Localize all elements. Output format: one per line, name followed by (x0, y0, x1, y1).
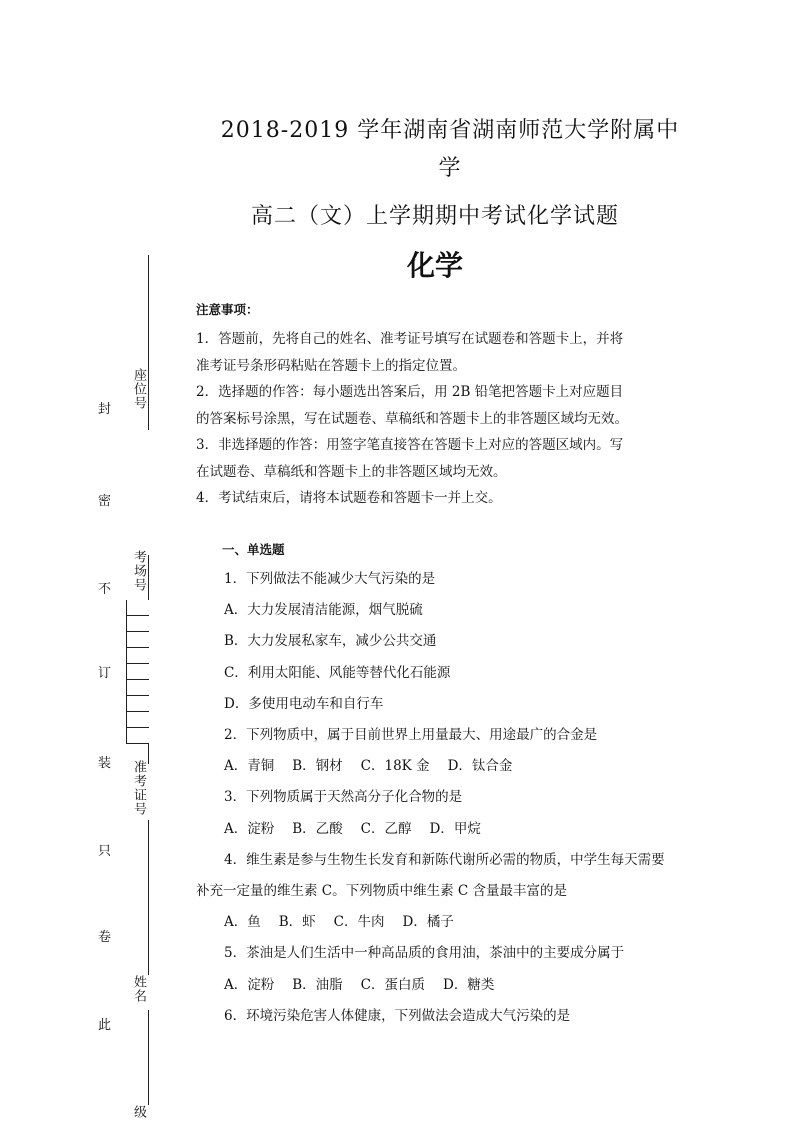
seal-char: 装 (98, 756, 112, 771)
question-list (196, 564, 686, 1032)
option: B．油脂 (292, 976, 343, 993)
option: D．甲烷 (429, 820, 481, 837)
option: A．鱼 (224, 914, 261, 931)
option-row (196, 907, 686, 938)
option-row (196, 814, 686, 845)
admission-number-boxes (126, 600, 149, 744)
section-heading: 一、单选题 (222, 542, 285, 557)
option-row (196, 751, 686, 782)
option: B．大力发展私家车，减少公共交通 (224, 633, 437, 650)
option: B．钢材 (292, 758, 343, 775)
option: A．淀粉 (224, 976, 275, 993)
question-stem: 5．茶油是人们生活中一种高品质的食用油，茶油中的主要成分属于 (224, 945, 625, 962)
seal-char: 不 (98, 582, 112, 597)
notice-line: 3．非选择题的作答：用签字笔直接答在答题卡上对应的答题区域内。写 (196, 437, 624, 453)
notice-line: 4．考试结束后，请将本试题卷和答题卡一并上交。 (196, 490, 502, 506)
option: C．乙醇 (360, 820, 412, 837)
notice-heading: 注意事项： (196, 302, 259, 317)
binding-line (148, 820, 149, 975)
exam-room-label: 考场号 (131, 550, 146, 592)
seal-char: 卷 (98, 930, 112, 945)
question-stem: 6．环境污染危害人体健康，下列做法会造成大气污染的是 (224, 1007, 571, 1024)
option: D．橘子 (402, 914, 454, 931)
option: D．多使用电动车和自行车 (224, 695, 384, 712)
notice-line: 的答案标号涂黑，写在试题卷、草稿纸和答题卡上的非答题区域均无效。 (196, 410, 628, 427)
binding-line (148, 744, 149, 764)
question-stem: 4．维生素是参与生物生长发育和新陈代谢所必需的物质，中学生每天需要 (224, 851, 665, 868)
seal-char: 此 (98, 1018, 112, 1033)
notice-line: 2．选择题的作答：每小题选出答案后，用 2B 铅笔把答题卡上对应题目 (196, 384, 624, 400)
exam-subtitle: 高二（文）上学期期中考试化学试题 (250, 204, 619, 229)
binding-line (148, 255, 149, 430)
seat-number-label: 座位号 (131, 368, 146, 410)
notice-line: 在试题卷、草稿纸和答题卡上的非答题区域均无效。 (196, 463, 507, 480)
option: D．钛合金 (447, 758, 513, 775)
notice-body (196, 326, 678, 512)
question-stem: 2．下列物质中，属于目前世界上用量最大、用途最广的合金是 (224, 727, 598, 744)
exam-title (190, 112, 710, 188)
seal-char: 密 (98, 494, 112, 509)
option: B．乙酸 (292, 820, 343, 837)
option: D．糖类 (443, 976, 495, 993)
seal-char: 封 (98, 402, 112, 417)
option: A．淀粉 (224, 820, 275, 837)
option: C．蛋白质 (360, 976, 426, 993)
title-line: 2018-2019 学年湖南省湖南师范大学附属中 (220, 118, 680, 143)
option: A．青铜 (224, 758, 275, 775)
option: C．利用太阳能、风能等替代化石能源 (224, 664, 451, 681)
option: C．18K 金 (360, 758, 430, 775)
option: B．虾 (278, 914, 316, 931)
class-label: 级 (131, 1105, 146, 1119)
notice-line: 准考证号条形码粘贴在答题卡上的指定位置。 (196, 357, 466, 374)
subject-heading: 化学 (406, 249, 463, 282)
question-stem: 1．下列做法不能减少大气污染的是 (224, 571, 436, 587)
option: A．大力发展清洁能源，烟气脱硫 (224, 602, 423, 619)
seal-char: 订 (98, 666, 112, 681)
question-stem-cont: 补充一定量的维生素 C。下列物质中维生素 C 含量最丰富的是 (196, 883, 568, 900)
binding-line (148, 555, 149, 600)
binding-line (148, 1010, 149, 1105)
admission-number-label: 准考证号 (131, 760, 146, 816)
seal-char: 只 (98, 844, 112, 859)
option-row (196, 970, 686, 1001)
option: C．牛肉 (333, 914, 385, 931)
name-label: 姓名 (131, 975, 146, 1003)
title-line: 学 (438, 156, 462, 181)
notice-line: 1．答题前，先将自己的姓名、准考证号填写在试题卷和答题卡上，并将 (196, 331, 624, 347)
question-stem: 3．下列物质属于天然高分子化合物的是 (224, 789, 463, 806)
